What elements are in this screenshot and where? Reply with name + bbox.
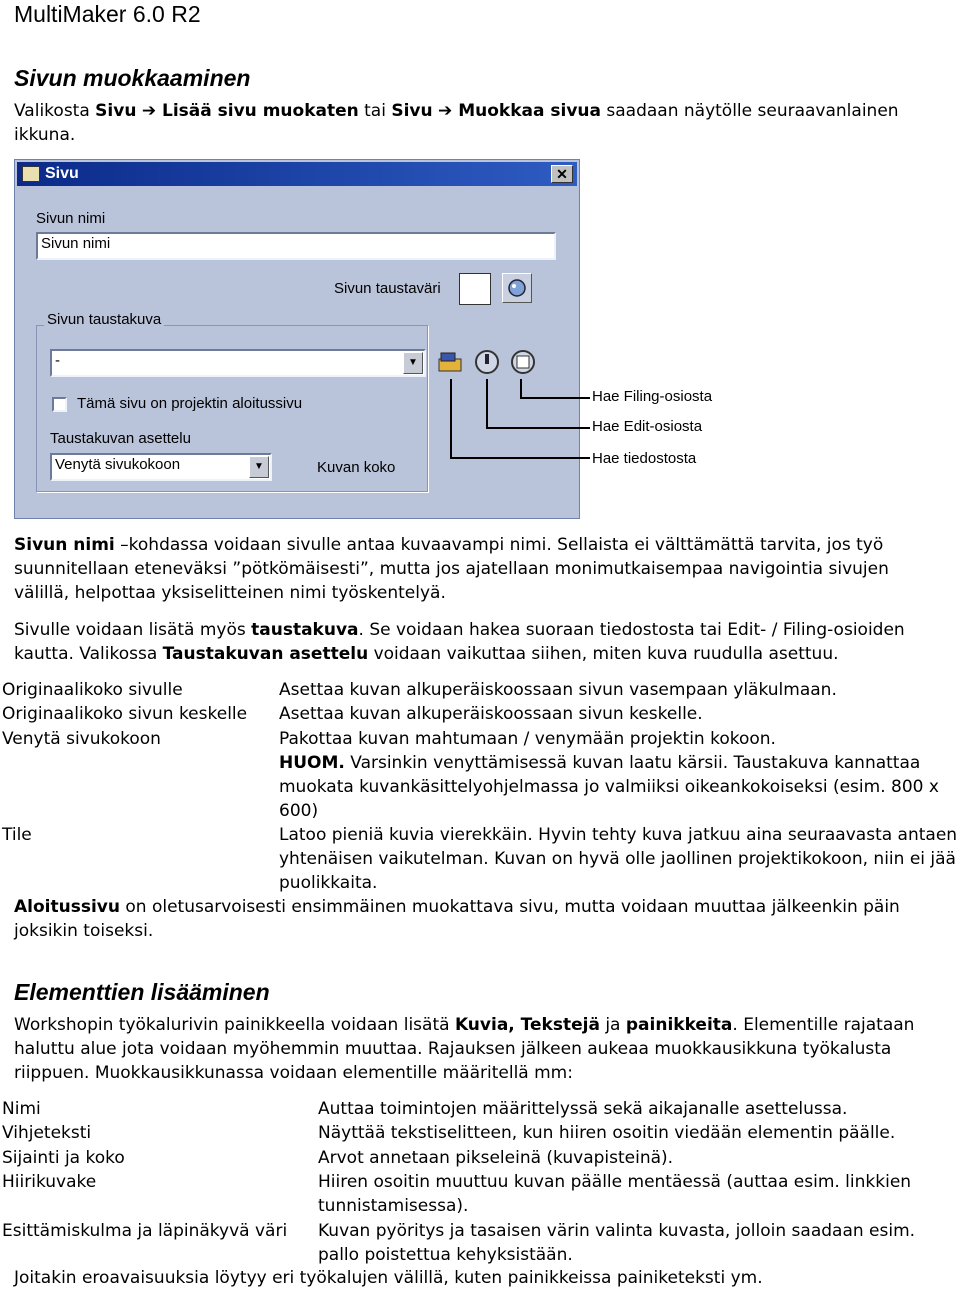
table-desc: Kuvan pyöritys ja tasaisen värin valinta kuvasta, jolloin saadaan esim. pallo poistettua kehyksistään. xyxy=(318,1221,916,1265)
chevron-down-icon[interactable]: ▼ xyxy=(403,352,423,374)
image-size-label: Kuvan koko xyxy=(317,459,396,476)
bg-image-select[interactable] xyxy=(50,349,426,377)
table-desc: Hiiren osoitin muuttuu kuvan päälle mentäessä (auttaa esim. linkkien tunnistamisessa). xyxy=(318,1172,912,1216)
table-desc: Asettaa kuvan alkuperäiskoossaan sivun vasempaan yläkulmaan. xyxy=(279,680,837,700)
callout-line xyxy=(520,379,522,399)
dialog-title: Sivu xyxy=(45,165,79,182)
filing-icon[interactable] xyxy=(435,347,465,377)
callout-file: Hae tiedostosta xyxy=(592,450,697,467)
table-desc: Asettaa kuvan alkuperäiskoossaan sivun keskelle. xyxy=(279,704,703,724)
bg-image-select-value: - xyxy=(55,352,60,369)
edit-icon[interactable] xyxy=(472,347,502,377)
section-heading-elements: Elementtien lisääminen xyxy=(14,979,270,1005)
start-page-paragraph: Aloitussivu on oletusarvoisesti ensimmäinen muokattava sivu, mutta voidaan muuttaa jälkeenkin päin joksikin toiseksi. xyxy=(14,897,900,941)
table-term: Vihjeteksti xyxy=(2,1123,92,1143)
callout-line xyxy=(520,397,590,399)
callout-edit: Hae Edit-osiosta xyxy=(592,418,703,435)
start-page-checkbox[interactable] xyxy=(52,397,67,412)
callout-line xyxy=(450,457,590,459)
color-picker-icon[interactable] xyxy=(502,273,532,303)
table-term: Sijainti ja koko xyxy=(2,1148,125,1168)
chevron-down-icon[interactable]: ▼ xyxy=(249,456,269,478)
callout-line xyxy=(486,427,590,429)
layout-label: Taustakuvan asettelu xyxy=(50,430,191,447)
bg-image-paragraph: Sivulle voidaan lisätä myös taustakuva. Se voidaan hakea suoraan tiedostosta tai Edit- / Filing-osioiden kautta. Valikossa Taustakuvan asettelu voidaan vaikuttaa siihen, miten kuva ruudulla asettuu. xyxy=(14,620,905,664)
file-icon[interactable] xyxy=(508,347,538,377)
table-desc: Latoo pieniä kuvia vierekkäin. Hyvin tehty kuva jatkuu aina seuraavasta antaen yhtenäisen vaikutelman. Kuvan on hyvä olle jaollinen projektikokoon, niin ei jää puolikkaita. xyxy=(279,825,958,893)
callout-filing: Hae Filing-osiosta xyxy=(592,388,713,405)
table-term: Esittämiskulma ja läpinäkyvä väri xyxy=(2,1221,288,1241)
dialog-titlebar xyxy=(17,162,577,186)
page-name-input[interactable]: Sivun nimi xyxy=(36,232,556,260)
elements-intro-paragraph: Workshopin työkalurivin painikkeella voidaan lisätä Kuvia, Tekstejä ja painikkeita. Elementille rajataan haluttu alue jota voidaan myöhemmin muuttaa. Rajauksen jälkeen aukeaa muokkausikkuna työkalusta riippuen. Muokkausikkunassa voidaan elementille määritellä mm: xyxy=(14,1015,915,1083)
table-desc: Auttaa toimintojen määrittelyssä sekä aikajanalle asettelussa. xyxy=(318,1099,848,1119)
layout-select-value: Venytä sivukokoon xyxy=(55,456,181,473)
bg-image-group-label: Sivun taustakuva xyxy=(44,311,164,328)
table-desc: Arvot annetaan pikseleinä (kuvapisteinä). xyxy=(318,1148,674,1168)
footer-note: Joitakin eroavaisuuksia löytyy eri työkalujen välillä, kuten painikkeissa painiketeksti ym. xyxy=(14,1268,763,1288)
table-term: Nimi xyxy=(2,1099,41,1119)
bg-color-swatch[interactable] xyxy=(459,273,491,305)
callout-line xyxy=(450,379,452,459)
page-name-paragraph: Sivun nimi –kohdassa voidaan sivulle antaa kuvaavampi nimi. Sellaista ei välttämättä tarvita, jos työ suunnitellaan eteneväksi ”pötkömäisesti”, mutta jos ajatellaan monimutkaisempaa navigointia sivujen välillä, helpottaa yksiselitteinen nimi työskentelyä. xyxy=(14,535,889,603)
table-desc: Näyttää tekstiselitteen, kun hiiren osoitin viedään elementin päälle. xyxy=(318,1123,896,1143)
close-icon[interactable]: ✕ xyxy=(551,165,573,183)
section-heading-page-editing: Sivun muokkaaminen xyxy=(14,65,251,91)
table-term: Originaalikoko sivun keskelle xyxy=(2,704,248,724)
page-name-label: Sivun nimi xyxy=(36,210,106,227)
intro-paragraph: Valikosta Sivu ➔ Lisää sivu muokaten tai Sivu ➔ Muokkaa sivua saadaan näytölle seuraavanlainen ikkuna. xyxy=(14,101,899,145)
document-title: MultiMaker 6.0 R2 xyxy=(14,1,201,27)
start-page-label: Tämä sivu on projektin aloitussivu xyxy=(77,395,303,412)
table-term: Originaalikoko sivulle xyxy=(2,680,183,700)
table-term: Hiirikuvake xyxy=(2,1172,97,1192)
table-term: Tile xyxy=(2,825,32,845)
bg-color-label: Sivun taustaväri xyxy=(334,280,441,297)
page-dialog xyxy=(14,159,580,519)
callout-line xyxy=(486,379,488,429)
layout-select[interactable] xyxy=(50,453,272,481)
table-desc: Pakottaa kuvan mahtumaan / venymään projektin kokoon. HUOM. Varsinkin venyttämisessä kuvan laatu kärsii. Taustakuva kannattaa muokata kuvankäsittelyohjelmassa jo valmiiksi oikeankokoiseksi (esim. 800 x 600) xyxy=(279,729,939,821)
window-icon xyxy=(22,166,40,182)
table-term: Venytä sivukokoon xyxy=(2,729,161,749)
